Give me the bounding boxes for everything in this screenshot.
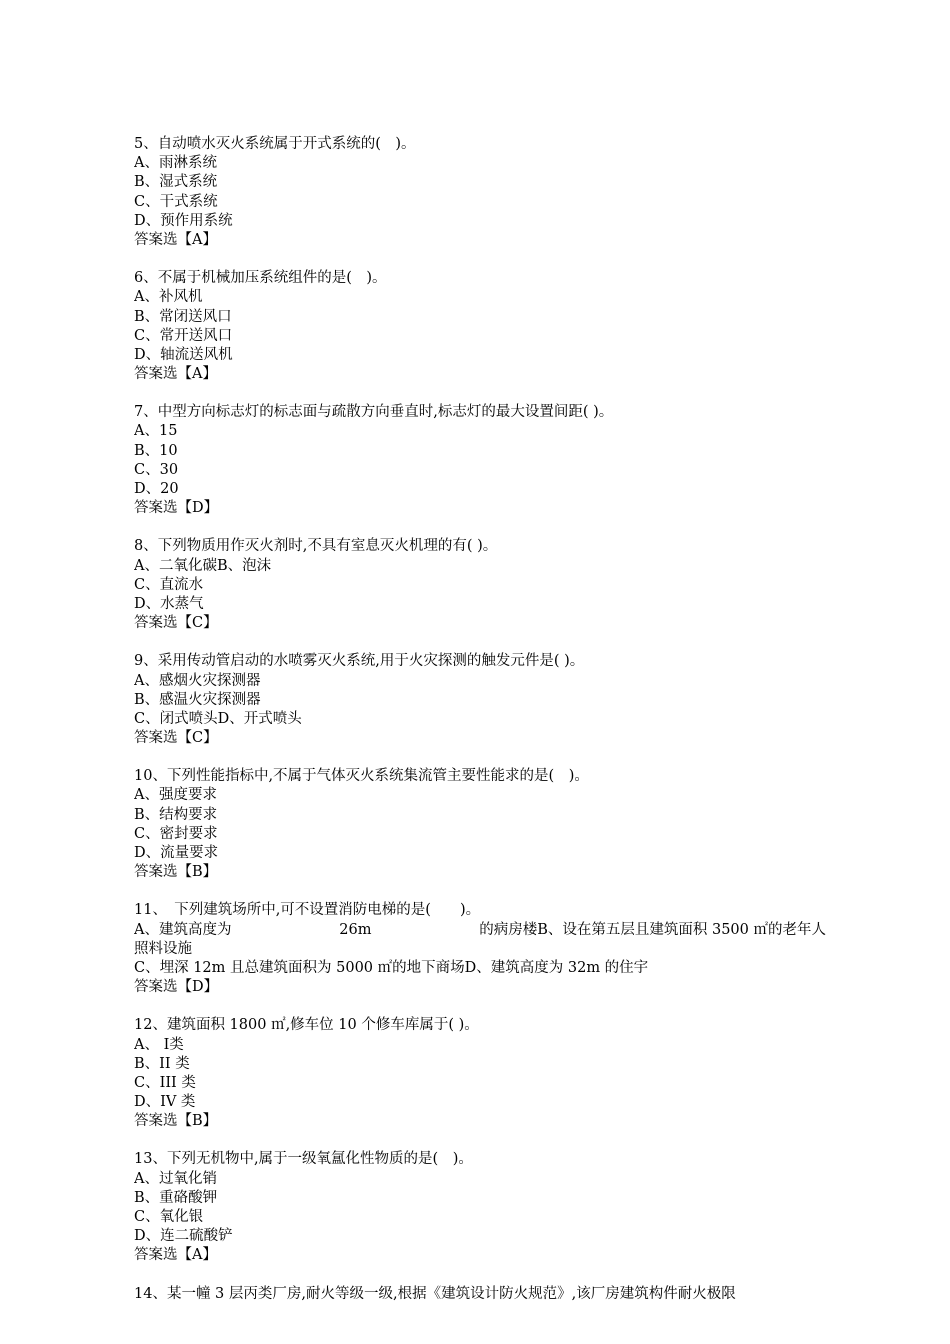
question-8 <box>134 537 834 633</box>
option-a: A、补风机 <box>134 289 203 306</box>
question-14 <box>134 1285 834 1304</box>
question-5 <box>134 135 834 250</box>
option-c: C、干式系统 <box>134 193 218 210</box>
option-c: C、氧化银 <box>134 1209 204 1225</box>
question-stem: 5、自动喷水灭火系统属于开式系统的( )。 <box>134 136 416 152</box>
question-stem: 7、中型方向标志灯的标志面与疏散方向垂直时,标志灯的最大设置间距( )。 <box>134 404 614 421</box>
question-stem: 9、采用传动管启动的水喷雾灭火系统,用于火灾探测的触发元件是( )。 <box>134 653 585 670</box>
question-stem: 10、下列性能指标中,不属于气体灭火系统集流管主要性能求的是( )。 <box>134 768 589 785</box>
option-a-b: A、二氧化碳B、泡沫 <box>134 557 272 574</box>
question-6 <box>134 269 834 384</box>
option-c-d: C、埋深 12m 且总建筑面积为 5000 ㎡的地下商场D、建筑高度为 32m 的住宇 <box>134 959 649 976</box>
option-d: D、流量要求 <box>134 845 219 861</box>
question-10 <box>134 767 834 882</box>
answer: 答案选【A】 <box>134 231 217 248</box>
question-11 <box>134 901 834 997</box>
question-stem: 6、不属于机械加压系统组件的是( )。 <box>134 270 387 287</box>
answer: 答案选【B】 <box>134 864 218 881</box>
option-c: C、直流水 <box>134 576 204 593</box>
option-a: A、15 <box>134 423 178 440</box>
option-a: A、 Ⅰ类 <box>134 1036 184 1053</box>
option-d: D、连二硫酸铲 <box>134 1228 233 1245</box>
option-a: A、过氧化销 <box>134 1170 217 1187</box>
answer: 答案选【C】 <box>134 730 218 747</box>
question-stem: 13、下列无机物中,属于一级氧氲化性物质的是( )。 <box>134 1151 473 1168</box>
answer: 答案选【D】 <box>134 500 219 517</box>
option-a-part-3: 的病房楼B、设在第五层且建筑面积 3500 ㎡的老年人 <box>479 921 826 938</box>
option-b: B、10 <box>134 442 178 459</box>
option-b: B、常闭送风口 <box>134 308 232 325</box>
option-c: C、常开送风口 <box>134 327 233 344</box>
answer: 答案选【A】 <box>134 366 217 383</box>
question-stem: 12、建筑面积 1800 ㎡,修车位 10 个修车库属于( )。 <box>134 1017 479 1034</box>
question-stem: 11、 下列建筑场所中,可不设置消防电梯的是( )。 <box>134 902 481 919</box>
answer: 答案选【D】 <box>134 979 219 996</box>
option-c: C、30 <box>134 461 179 478</box>
option-b: B、结构要求 <box>134 806 218 823</box>
option-d: D、预作用系统 <box>134 212 233 229</box>
option-a-part-2: 26m <box>339 921 372 938</box>
option-d: D、IV 类 <box>134 1094 196 1111</box>
option-a-part-1: A、建筑高度为 <box>134 921 232 938</box>
question-13 <box>134 1150 834 1265</box>
question-9 <box>134 652 834 748</box>
option-b: B、重硌酸钾 <box>134 1189 218 1206</box>
option-c: C、III 类 <box>134 1074 196 1091</box>
option-a: A、强度要求 <box>134 787 217 804</box>
option-a-b <box>134 921 826 940</box>
answer: 答案选【B】 <box>134 1113 218 1130</box>
option-b-continuation: 照料设施 <box>134 940 192 957</box>
option-a: A、雨淋系统 <box>134 155 217 172</box>
option-c: C、密封要求 <box>134 825 218 842</box>
question-stem: 14、某一幢 3 层丙类厂房,耐火等级一级,根据《建筑设计防火规范》,该厂房建筑构件耐火极限 <box>134 1285 736 1302</box>
option-d: D、轴流送风机 <box>134 346 233 363</box>
option-b: B、感温火灾探测器 <box>134 691 261 708</box>
question-stem: 8、下列物质用作灭火剂时,不具有室息灭火机理的有( )。 <box>134 538 498 555</box>
answer: 答案选【A】 <box>134 1247 217 1264</box>
option-b: B、湿式系统 <box>134 174 218 191</box>
document-page <box>134 135 834 1323</box>
answer: 答案选【C】 <box>134 615 218 632</box>
option-d: D、20 <box>134 481 179 497</box>
option-d: D、水蒸气 <box>134 595 204 612</box>
question-12 <box>134 1016 834 1131</box>
question-7 <box>134 403 834 518</box>
option-a: A、感烟火灾探测器 <box>134 672 261 689</box>
option-b: B、II 类 <box>134 1055 190 1072</box>
option-c-d: C、闭式喷头D、开式喷头 <box>134 710 302 727</box>
